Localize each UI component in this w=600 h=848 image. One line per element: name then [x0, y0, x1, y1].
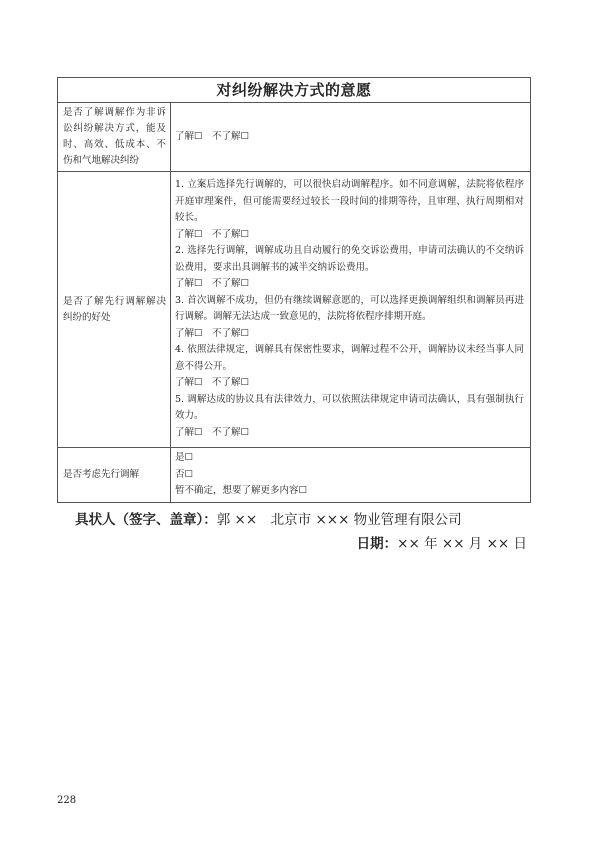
row-label: 是否了解先行调解解决纠纷的好处 [58, 172, 171, 447]
plaintiff-signature [75, 510, 462, 530]
date-value: ×× 年 ×× 月 ×× 日 [397, 536, 527, 552]
row-label: 是否了解调解作为非诉讼纠纷解决方式，能及时、高效、低成本、不伤和气地解决纠纷 [58, 103, 171, 171]
benefit-text-1: 1. 立案后选择先行调解的，可以很快启动调解程序。如不同意调解，法院将依程序开庭审理案件，但可能需要经过较长一段时间的排期等待，且审理、执行周期相对较长。 [175, 179, 524, 223]
benefit-text-4: 4. 依照法律规定，调解具有保密性要求，调解过程不公开，调解协议未经当事人同意不得公开。 [175, 344, 524, 372]
choice-text[interactable]: 了解☐ 不了解☐ [175, 130, 250, 142]
choice-text[interactable]: 了解☐ 不了解☐ [175, 278, 250, 289]
row-consider-mediation [58, 448, 530, 502]
row-understand-mediation [58, 103, 530, 172]
benefit-text-5: 5. 调解达成的协议具有法律效力，可以依照法律规定申请司法确认，具有强制执行效力。 [175, 393, 524, 421]
choice-text[interactable]: 了解☐ 不了解☐ [175, 426, 250, 438]
choice-text[interactable]: 了解☐ 不了解☐ [175, 377, 250, 388]
table-title: 对纠纷解决方式的意愿 [58, 78, 530, 103]
row-content [171, 172, 530, 447]
benefit-text-2: 2. 选择先行调解，调解成功且自动履行的免交诉讼费用，申请司法确认的不交纳诉讼费用，要求出具调解书的减半交纳诉讼费用。 [175, 245, 524, 273]
signature-value: 郭 ×× 北京市 ××× 物业管理有限公司 [216, 512, 462, 528]
option-yes[interactable]: 是☐ [175, 452, 194, 463]
row-content [171, 448, 530, 502]
option-undecided[interactable]: 暂不确定，想要了解更多内容☐ [175, 485, 308, 496]
choice-text[interactable]: 了解☐ 不了解☐ [175, 327, 250, 339]
row-understand-benefits [58, 172, 530, 448]
row-content [171, 103, 530, 171]
benefit-text-3: 3. 首次调解不成功，但仍有继续调解意愿的，可以选择更换调解组织和调解员再进行调解。调解无法达成一致意见的，法院将依程序排期开庭。 [175, 294, 524, 322]
preference-table [57, 77, 531, 503]
signature-label: 具状人（签字、盖章）： [75, 512, 217, 528]
option-no[interactable]: 否☐ [175, 468, 194, 480]
document-date [357, 532, 527, 552]
choice-text[interactable]: 了解☐ 不了解☐ [175, 228, 250, 240]
page-number: 228 [57, 795, 77, 806]
date-label: 日期： [356, 536, 398, 552]
row-label: 是否考虑先行调解 [58, 448, 171, 502]
